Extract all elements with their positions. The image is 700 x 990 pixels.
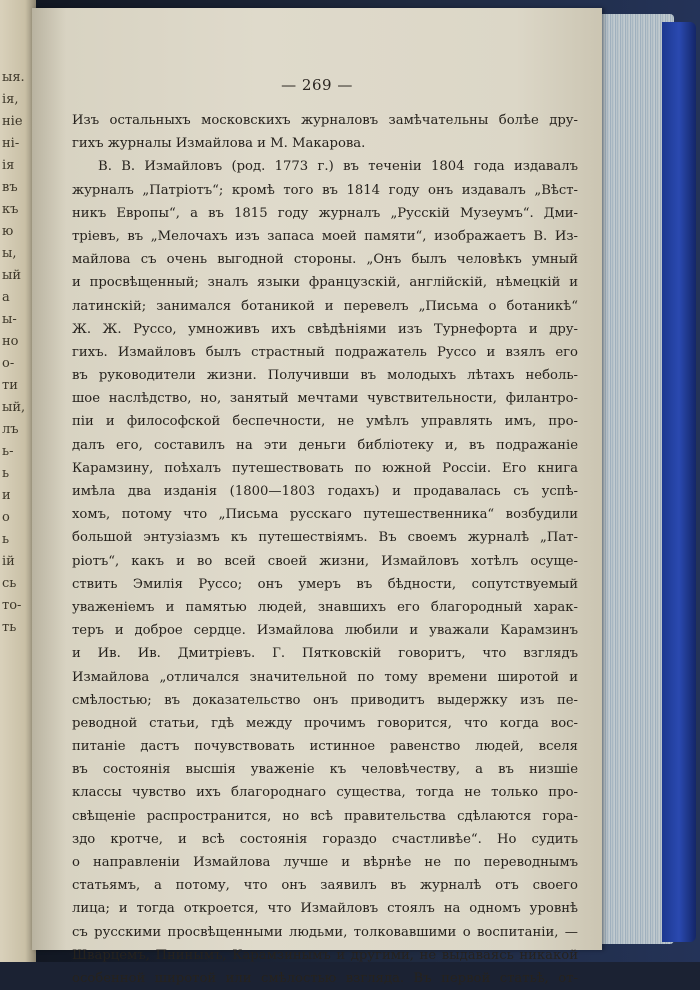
text-line: Измайлова „отличался значительной по тому времени широтой и bbox=[72, 669, 578, 685]
text-line: шое наслѣдство, но, занятый мечтами чувствительности, филантро- bbox=[72, 391, 578, 407]
text-line: уваженіемъ и памятью людей, знавшихъ его благородный харак- bbox=[72, 599, 578, 615]
left-page-fragment: о bbox=[2, 510, 10, 525]
left-page-fragment: ю bbox=[2, 224, 14, 239]
left-page-fragment: ія, bbox=[2, 92, 19, 107]
text-line: ствить Эмилія Руссо; онъ умеръ въ бѣдности, сопутствуемый bbox=[72, 576, 578, 592]
text-line: большой энтузіазмъ къ путешествіямъ. Въ своемъ журналѣ „Пат- bbox=[72, 530, 578, 546]
page-body-text bbox=[72, 109, 578, 990]
text-line: гихъ. Измайловъ былъ страстный подражатель Руссо и взялъ его bbox=[72, 344, 578, 360]
text-line: гихъ журналы Измайлова и М. Макарова. bbox=[72, 136, 366, 152]
text-line: Карамзину, поѣхалъ путешествовать по южной Россіи. Его книга bbox=[72, 460, 578, 476]
left-page-fragment: и bbox=[2, 488, 11, 503]
text-line: и Ив. Ив. Дмитріевъ. Г. Пятковскій говоритъ, что взглядъ bbox=[72, 646, 578, 662]
left-page-fragment: ы, bbox=[2, 246, 17, 261]
left-page-fragment: то- bbox=[2, 598, 22, 613]
left-page-fragment: ь bbox=[2, 466, 10, 481]
text-line: и просвѣщенный; зналъ языки французскій, англійскій, нѣмецкій и bbox=[72, 275, 578, 291]
left-page-fragment: о- bbox=[2, 356, 15, 371]
left-page-fragment: ія bbox=[2, 158, 15, 173]
text-line: Ж. Ж. Руссо, умноживъ ихъ свѣдѣніями изъ Турнефорта и дру- bbox=[72, 321, 578, 337]
left-page-fragment: ь- bbox=[2, 444, 14, 459]
text-line: тріевъ, въ „Мелочахъ изъ запаса моей памяти“, изображаетъ В. Из- bbox=[72, 228, 578, 244]
text-line: о направленіи Измайлова лучше и вѣрнѣе не по переводнымъ bbox=[72, 855, 578, 870]
text-line: далъ его, составилъ на эти деньги библіотеку и, въ подражаніе bbox=[72, 437, 578, 453]
left-page-fragment: ніе bbox=[2, 114, 23, 129]
text-line: лица; и тогда откроется, что Измайловъ стоялъ на одномъ уровнѣ bbox=[72, 901, 578, 917]
text-line: съ русскими просвѣщенными людьми, толковавшими о воспитаніи, — bbox=[72, 924, 578, 940]
text-line: Шварцемъ, Пнинымъ, Карамзинымъ и другими, не выдаваясь никакой bbox=[72, 947, 578, 963]
text-line: свѣщеніе распространится, но всѣ правительства сдѣлаются гора- bbox=[72, 808, 578, 824]
left-page-fragment: ти bbox=[2, 378, 18, 393]
text-line: Изъ остальныхъ московскихъ журналовъ замѣчательны болѣе дру- bbox=[72, 113, 578, 128]
text-line: майлова съ очень выгодной стороны. „Онъ былъ человѣкъ умный bbox=[72, 252, 578, 268]
left-page-fragment: ні- bbox=[2, 136, 20, 151]
left-page-fragment: ый bbox=[2, 268, 22, 283]
left-page-fragment: сь bbox=[2, 576, 17, 591]
text-line: ріотъ“, какъ и во всей своей жизни, Измайловъ хотѣлъ осуще- bbox=[72, 553, 578, 569]
left-page-fragment: ый, bbox=[2, 400, 26, 415]
text-line: смѣлостью; въ доказательство онъ приводитъ выдержку изъ пе- bbox=[72, 692, 578, 708]
text-line: латинскій; занимался ботаникой и перевелъ „Письма о ботаникѣ“ bbox=[72, 298, 578, 314]
text-line: теръ и доброе сердце. Измайлова любили и уважали Карамзинъ bbox=[72, 623, 578, 639]
text-line: статьямъ, а потому, что онъ заявилъ въ журналѣ отъ своего bbox=[72, 878, 578, 894]
text-line: особенной широтой или смѣлостью взгляда. Въ первой статьѣ, от- bbox=[72, 970, 578, 986]
left-page-fragment: а bbox=[2, 290, 10, 305]
text-line: здо кротче, и всѣ состоянія гораздо счастливѣе“. Но судить bbox=[72, 831, 578, 847]
left-page-fragment: но bbox=[2, 334, 19, 349]
left-page-fragment: ыя. bbox=[2, 70, 25, 85]
text-line: хомъ, потому что „Письма русскаго путешественника“ возбудили bbox=[72, 507, 578, 523]
left-page-fragment: ь bbox=[2, 532, 10, 547]
left-page-fragment: ть bbox=[2, 620, 17, 635]
text-line: въ руководители жизни. Получивши въ молодыхъ лѣтахъ неболь- bbox=[72, 368, 578, 384]
left-page-fragment: въ bbox=[2, 180, 18, 195]
page-number: — 269 — bbox=[281, 76, 353, 94]
text-line: никъ Европы“, а въ 1815 году журналъ „Русскій Музеумъ“. Дми- bbox=[72, 205, 578, 221]
left-page-fragment: ы- bbox=[2, 312, 17, 327]
text-line: имѣла два изданія (1800—1803 годахъ) и продавалась съ успѣ- bbox=[72, 484, 578, 499]
left-page-fragment: къ bbox=[2, 202, 19, 217]
left-page-fragment: лъ bbox=[2, 422, 19, 437]
left-page-fragment: ій bbox=[2, 554, 15, 569]
left-page-edge bbox=[0, 0, 36, 962]
book-cover-edge bbox=[662, 22, 696, 942]
text-line: піи и философской беспечности, не умѣлъ управлять имъ, про- bbox=[72, 414, 578, 430]
text-line: В. В. Измайловъ (род. 1773 г.) въ теченіи 1804 года издавалъ bbox=[98, 159, 578, 175]
text-line: въ состоянія высшія уваженіе къ человѣчеству, а въ низшіе bbox=[72, 762, 578, 778]
text-line: журналъ „Патріотъ“; кромѣ того въ 1814 году онъ издавалъ „Вѣст- bbox=[72, 182, 578, 198]
text-line: реводной статьи, гдѣ между прочимъ говорится, что когда вос- bbox=[72, 715, 578, 731]
text-line: питаніе дастъ почувствовать истинное равенство людей, вселя bbox=[72, 739, 578, 755]
book-page bbox=[32, 8, 602, 986]
text-line: классы чувство ихъ благороднаго существа, тогда не только про- bbox=[72, 785, 578, 801]
